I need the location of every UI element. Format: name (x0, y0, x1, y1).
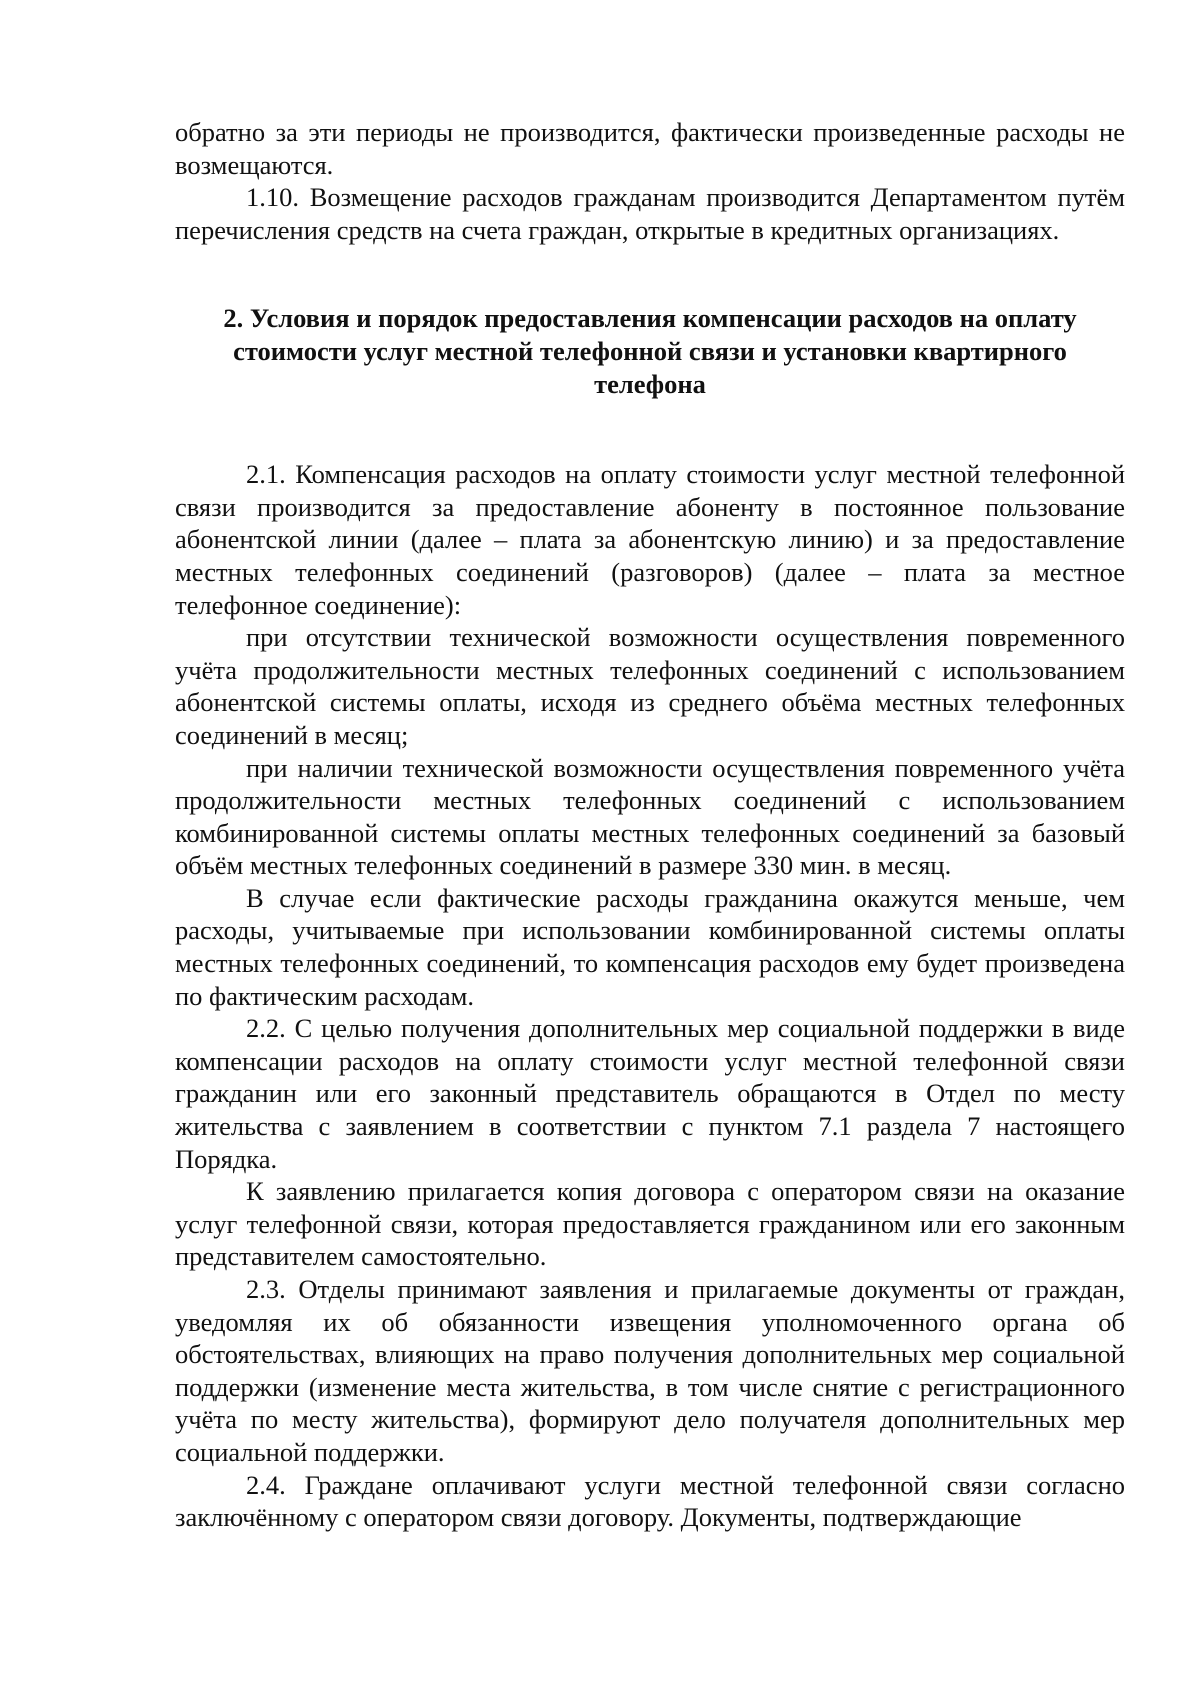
clause-2-1-note-paragraph: В случае если фактические расходы гражданина окажутся меньше, чем расходы, учитываемые при использовании комбинированной системы оплаты местных телефонных соединений, то компенсация расходов ему будет произведена по фактическим расходам. (175, 882, 1125, 1011)
clause-2-4-paragraph: 2.4. Граждане оплачивают услуги местной телефонной связи согласно заключённому с оператором связи договору. Документы, подтверждающие (175, 1469, 1125, 1533)
clause-2-2-attachment-paragraph: К заявлению прилагается копия договора с оператором связи на оказание услуг телефонной связи, которая предоставляется гражданином или его законным представителем самостоятельно. (175, 1176, 1125, 1272)
continuation-paragraph: обратно за эти периоды не производится, фактически произведенные расходы не возмещаются. (175, 117, 1125, 180)
clause-2-1-option-presence: при наличии технической возможности осуществления повременного учёта продолжительности местных телефонных соединений с использованием комбинированной системы оплаты местных телефонных соединений за базовый объём местных телефонных соединений в размере 330 мин. в месяц. (175, 752, 1125, 881)
clause-2-2-paragraph: 2.2. С целью получения дополнительных мер социальной поддержки в виде компенсации расходов на оплату стоимости услуг местной телефонной связи гражданин или его законный представитель обращаются в Отдел по месту жительства с заявлением в соответствии с пунктом 7.1 раздела 7 настоящего Порядка. (175, 1013, 1125, 1174)
clause-1-10-paragraph: 1.10. Возмещение расходов гражданам производится Департаментом путём перечисления средств на счета граждан, открытые в кредитных организациях. (175, 182, 1125, 245)
section-2-heading: 2. Условия и порядок предоставления компенсации расходов на оплату стоимости услуг местной телефонной связи и установки квартирного телефона (223, 303, 1077, 399)
clause-2-3-paragraph: 2.3. Отделы принимают заявления и прилагаемые документы от граждан, уведомляя их об обязанности извещения уполномоченного органа об обстоятельствах, влияющих на право получения дополнительных мер социальной поддержки (изменение места жительства, в том числе снятие с регистрационного учёта по месту жительства), формируют дело получателя дополнительных мер социальной поддержки. (175, 1274, 1125, 1467)
document-page (175, 116, 1125, 1534)
clause-2-1-option-absence: при отсутствии технической возможности осуществления повременного учёта продолжительности местных телефонных соединений с использованием абонентской системы оплаты, исходя из среднего объёма местных телефонных соединений в месяц; (175, 622, 1125, 750)
clause-2-1-paragraph: 2.1. Компенсация расходов на оплату стоимости услуг местной телефонной связи производится за предоставление абоненту в постоянное пользование абонентской линии (далее – плата за абонентскую линию) и за предоставление местных телефонных соединений (разговоров) (далее – плата за местное телефонное соединение): (175, 459, 1125, 620)
